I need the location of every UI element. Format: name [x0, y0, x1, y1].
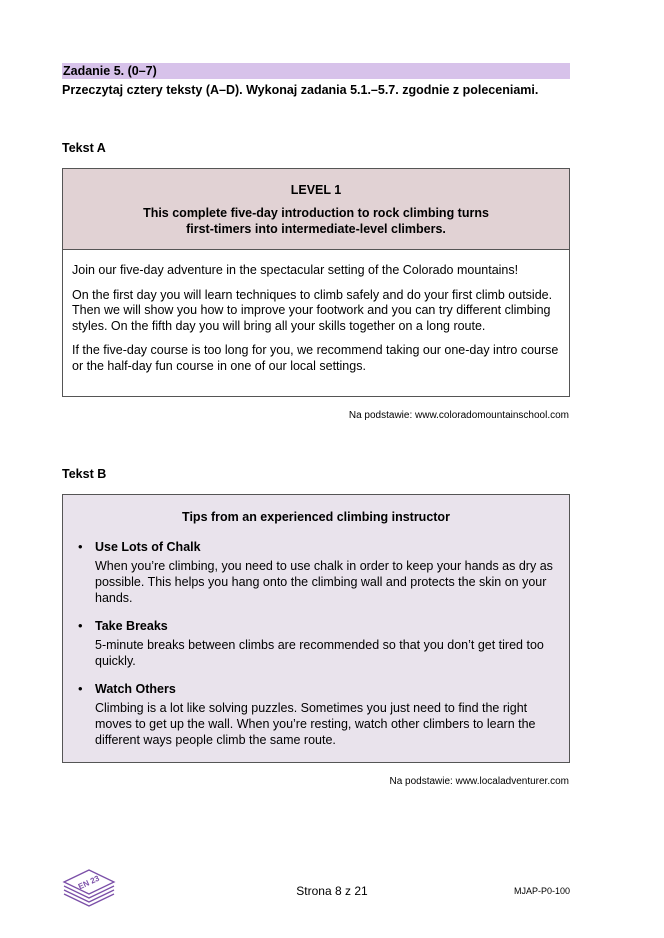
list-item	[78, 539, 558, 606]
text-a-subtitle-line2: first-timers into intermediate-level climbers.	[186, 222, 446, 236]
text-a-level: LEVEL 1	[290, 183, 342, 197]
exam-code: MJAP-P0-100	[513, 886, 570, 896]
task-instruction: Przeczytaj cztery teksty (A–D). Wykonaj zadania 5.1.–5.7. zgodnie z poleceniami.	[62, 83, 539, 97]
task-label: Zadanie 5. (0–7)	[62, 63, 570, 79]
tip-title: Use Lots of Chalk	[95, 540, 201, 554]
text-b-source: Na podstawie: www.localadventurer.com	[389, 776, 569, 787]
list-item	[78, 681, 558, 748]
text-a-heading: Tekst A	[62, 141, 106, 155]
tip-text: Climbing is a lot like solving puzzles. Sometimes you just need to find the right moves to get up the wall. When you’re resting, watch other climbers to learn the different ways people climb the same route.	[95, 701, 536, 747]
list-item	[78, 618, 558, 669]
text-b-title: Tips from an experienced climbing instructor	[182, 510, 450, 524]
text-a-box	[62, 168, 570, 397]
tip-text: When you’re climbing, you need to use chalk in order to keep your hands as dry as possible. This helps you hang onto the climbing wall and protects the skin on your hands.	[95, 559, 553, 605]
text-a-paragraph: Join our five-day adventure in the spectacular setting of the Colorado mountains!	[72, 263, 519, 277]
text-a-header	[63, 169, 569, 250]
text-b-box	[62, 494, 570, 763]
tip-text: 5-minute breaks between climbs are recommended so that you don’t get tired too quickly.	[95, 638, 544, 668]
text-b-heading: Tekst B	[62, 467, 107, 481]
bullet-icon: •	[78, 618, 83, 633]
tip-title: Take Breaks	[95, 619, 168, 633]
bullet-icon: •	[78, 539, 83, 554]
text-a-subtitle-line1: This complete five-day introduction to rock climbing turns	[143, 206, 489, 220]
text-a-body	[63, 250, 569, 374]
text-a-source: Na podstawie: www.coloradomountainschool.com	[348, 410, 569, 421]
tip-title: Watch Others	[95, 682, 176, 696]
tips-list	[78, 539, 558, 760]
logo-text: EN 23	[76, 873, 101, 892]
text-a-paragraph: On the first day you will learn techniques to climb safely and do your first climb outside. Then we will show you how to improve your footwork and you can try different climbing styles. On the fifth day you will bring all your skills together on a long route.	[72, 287, 553, 333]
text-a-paragraph: If the five-day course is too long for you, we recommend taking our one-day intro course or the half-day fun course in one of our local settings.	[72, 343, 559, 373]
bullet-icon: •	[78, 681, 83, 696]
page-number: Strona 8 z 21	[296, 884, 368, 898]
